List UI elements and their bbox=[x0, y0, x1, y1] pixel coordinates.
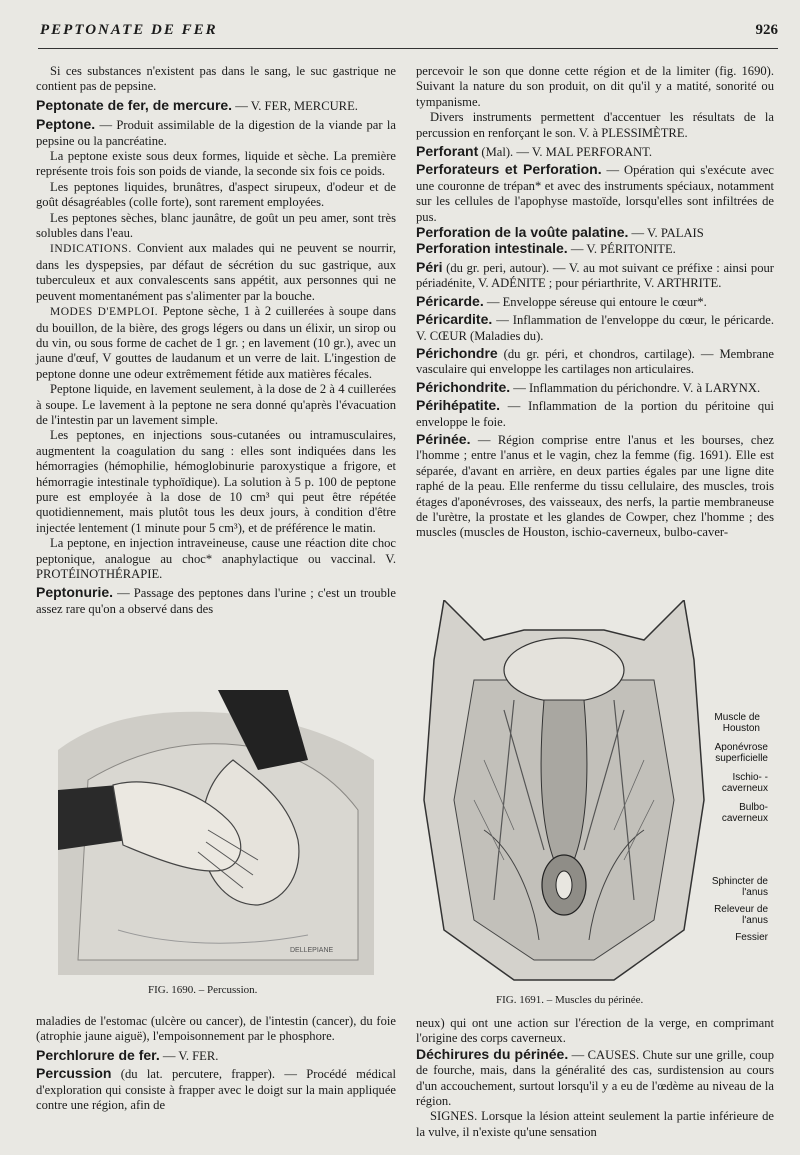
running-title: PEPTONATE DE FER bbox=[40, 22, 218, 38]
page-number: 926 bbox=[755, 22, 778, 38]
paragraph: maladies de l'estomac (ulcère ou cancer), de l'intestin (cancer), du foie (atrophie jaune aiguë), l'empoisonnement par le phosphore. bbox=[36, 1014, 396, 1044]
right-column-top bbox=[416, 64, 774, 541]
entry-ref: — V. PÉRITONITE. bbox=[567, 242, 676, 257]
entry-perinee bbox=[416, 432, 774, 541]
entry-ref: — V. FER. bbox=[159, 1048, 219, 1063]
entry-text: — Opération qui s'exécute avec une couronne de trépan* et avec des instruments spéciaux, notamment sur les cellules de l'apophyse mastoïde, lorsqu'elles sont infiltrées de pus. bbox=[416, 163, 774, 224]
label-muscle-houston: Muscle de Houston bbox=[714, 712, 760, 734]
label-sphincter: Sphincter de l'anus bbox=[711, 876, 768, 898]
entry-peptonurie bbox=[36, 585, 396, 617]
term: Perforateurs et Perforation. bbox=[416, 161, 602, 178]
entry-voute bbox=[416, 225, 774, 241]
figure-caption: FIG. 1691. – Muscles du périnée. bbox=[496, 994, 644, 1006]
entry-text: — Inflammation du périchondre. V. à LARYNX. bbox=[510, 380, 761, 395]
entry-text: — Enveloppe séreuse qui entoure le cœur*. bbox=[483, 294, 707, 309]
term: Percussion bbox=[36, 1065, 112, 1082]
term: Déchirures du périnée. bbox=[416, 1045, 569, 1062]
entry-perihepatite bbox=[416, 398, 774, 430]
figure-caption: FIG. 1690. – Percussion. bbox=[148, 984, 258, 996]
term: Peptonurie. bbox=[36, 584, 114, 601]
left-column-bottom bbox=[36, 1014, 396, 1113]
term: Périhépatite. bbox=[416, 397, 501, 414]
paragraph: SIGNES. Lorsque la lésion atteint seulement la partie inférieure de la vulve, il n'existe qu'une sensation bbox=[416, 1109, 774, 1139]
subheading: MODES D'EMPLOI. bbox=[50, 306, 159, 319]
paragraph: La peptone existe sous deux formes, liquide et sèche. La première représente trois fois son poids de viande, la seconde six fois ce poids. bbox=[36, 149, 396, 179]
term: Perforation intestinale. bbox=[416, 240, 568, 257]
label-releveur: Releveur de l'anus bbox=[714, 904, 768, 926]
entry-dechirures bbox=[416, 1047, 774, 1110]
entry-text: — Inflammation de l'enveloppe du cœur, le péricarde. V. CŒUR (Maladies du). bbox=[416, 313, 774, 343]
entry-text: (Mal). — V. MAL PERFORANT. bbox=[478, 145, 652, 160]
entry-text: — Passage des peptones dans l'urine ; c'est un trouble assez rare qu'on a observé dans des bbox=[36, 586, 396, 616]
entry-ref: — V. PALAIS bbox=[628, 226, 704, 241]
paragraph: Les peptones sèches, blanc jaunâtre, de goût un peu amer, sont très solubles dans l'eau. bbox=[36, 210, 396, 241]
entry-text: — Produit assimilable de la digestion de la viande par la pepsine ou la pancréatine. bbox=[36, 118, 396, 148]
term: Perforant bbox=[416, 143, 479, 160]
entry-text: — Inflammation de la portion du péritoine qui enveloppe le foie. bbox=[416, 399, 774, 429]
label-fessier: Fessier bbox=[735, 932, 768, 943]
paragraph-text: Peptone sèche, 1 à 2 cuillerées à soupe dans du bouillon, de la bière, des grogs légers ou dans un élixir, un sirop ou du vin, ou sous forme de cachet de 1 gr. ; en lavement (10 gr.), avec un jaune d'œuf, V gouttes de laudanum et un verre de lait. L'ingestion de peptone donne une odeur extrêmement fétide aux matières fécales. bbox=[36, 304, 396, 381]
term: Périnée. bbox=[416, 430, 471, 447]
entry-peptone bbox=[36, 117, 396, 149]
entry-percussion bbox=[36, 1066, 396, 1113]
term: Péricarde. bbox=[416, 292, 484, 309]
entry-text: (du gr. peri, autour). — V. au mot suivant ce préfixe : ainsi pour périadénite, V. ADÉNITE ; pour périarthrite, V. ARTHRITE. bbox=[416, 260, 774, 291]
paragraph: percevoir le son que donne cette région et de la limiter (fig. 1690). Suivant la nature du son produit, on dit qu'il y a matité, sonorité ou tympanisme. bbox=[416, 64, 774, 109]
perineum-illustration bbox=[414, 600, 714, 990]
entry-text: (du lat. percutere, frapper). — Procédé médical d'exploration qui consiste à frapper avec le doigt sur la main appliquée contre une région, afin de bbox=[36, 1067, 396, 1113]
paragraph: Peptone liquide, en lavement seulement, à la dose de 2 à 4 cuillerées à soupe. Le lavement à la peptone ne sera donné qu'après l'évacuation de l'intestin par un lavement simple. bbox=[36, 382, 396, 427]
percussion-illustration bbox=[58, 690, 374, 975]
paragraph: Les peptones, en injections sous-cutanées ou intramusculaires, augmentent la coagulation du sang : elles sont indiquées dans les hémorragies (hémophilie, hémoglobinurie paroxystique a frigore, et hémorragie intestinale typhoïdique). La solution à 5 p. 100 de peptone pure est employée à la dose de 10 cm³ qui peut être répétée quotidiennement, mais plutôt tous les deux jours, à condition d'être injectée lentement (1 minute pour 5 cm³), et de préférence le matin. bbox=[36, 428, 396, 535]
label-ischio-caverneux: Ischio- -caverneux bbox=[721, 772, 768, 794]
paragraph: La peptone, en injection intraveineuse, cause une réaction dite choc peptonique, analogue au choc* anaphylactique ou vaccinal. V. PROTÉINOTHÉRAPIE. bbox=[36, 536, 396, 581]
paragraph: Divers instruments permettent d'accentuer les résultats de la percussion en renforçant le son. V. à PLESSIMÈTRE. bbox=[416, 110, 774, 140]
term: Peptone. bbox=[36, 116, 96, 133]
entry-pericarde bbox=[416, 294, 774, 310]
paragraph: Si ces substances n'existent pas dans le sang, le suc gastrique ne contient pas de pepsine. bbox=[36, 64, 396, 94]
entry-text: (du gr. péri, et chondros, cartilage). — Membrane vasculaire qui enveloppe les cartilages non articulaires. bbox=[416, 346, 774, 377]
term: Peptonate de fer, de mercure. bbox=[36, 96, 233, 113]
label-bulbo-caverneux: Bulbo- caverneux bbox=[721, 802, 768, 824]
entry-text: — Région comprise entre l'anus et les bourses, chez l'homme ; entre l'anus et le vagin, chez la femme (fig. 1691). Elle est séparée, d'avant en arrière, en deux parties égales par une ligne dite raphé de la peau. Elle renferme du tissu cellulaire, des muscles, trois étages d'aponévroses, des vaisseaux, des nerfs, la partie membraneuse de l'urètre, la prostate et les glandes de Cowper, chez l'homme ; des muscles (muscles de Houston, ischio-caverneux, bulbo-caver- bbox=[416, 432, 774, 540]
term: Périchondrite. bbox=[416, 378, 511, 395]
figure-perineum bbox=[414, 600, 786, 990]
figure-percussion bbox=[58, 690, 374, 975]
entry-perforant bbox=[416, 144, 774, 160]
signature-text: DELLEPIANE bbox=[290, 947, 334, 954]
term: Perchlorure de fer. bbox=[36, 1046, 160, 1063]
entry-peptonate bbox=[36, 98, 396, 114]
term: Péricardite. bbox=[416, 311, 493, 328]
entry-perchlorure bbox=[36, 1048, 396, 1064]
paragraph-text: Convient aux malades qui ne peuvent se nourrir, dans les dyspepsies, par défaut de sécrétion du suc gastrique, aux tuberculeux et aux convalescents sans appétit, aux personnes qui ne peuvent momentanément pas s'alimenter par la bouche. bbox=[36, 241, 396, 303]
entry-text: — CAUSES. Chute sur une grille, coup de fourche, mais, dans la généralité des cas, surdistension au cours d'un accouchement, surtout lorsqu'il y a eu de l'œdème au niveau de la région. bbox=[416, 1047, 775, 1109]
entry-perichondre bbox=[416, 346, 774, 378]
entry-perforateurs bbox=[416, 162, 774, 225]
term: Perforation de la voûte palatine. bbox=[416, 224, 629, 241]
entry-perichondrite bbox=[416, 380, 774, 396]
term: Péri bbox=[416, 258, 443, 275]
paragraph bbox=[36, 241, 396, 304]
paragraph bbox=[36, 304, 396, 382]
page-header bbox=[38, 20, 778, 49]
left-column-top bbox=[36, 64, 396, 617]
entry-intestinale bbox=[416, 241, 774, 257]
entry-ref: — V. FER, MERCURE. bbox=[232, 98, 358, 113]
entry-pericardite bbox=[416, 312, 774, 344]
term: Périchondre bbox=[416, 344, 498, 361]
paragraph: neux) qui ont une action sur l'érection de la verge, en comprimant l'origine des corps caverneux. bbox=[416, 1016, 774, 1046]
subheading: INDICATIONS. bbox=[50, 243, 132, 256]
entry-peri bbox=[416, 260, 774, 292]
right-column-bottom bbox=[416, 1016, 774, 1140]
paragraph: Les peptones liquides, brunâtres, d'aspect sirupeux, d'odeur et de goût désagréables (colle forte), sont rarement employées. bbox=[36, 179, 396, 210]
label-aponevrose: Aponévrose superficielle bbox=[714, 742, 768, 764]
